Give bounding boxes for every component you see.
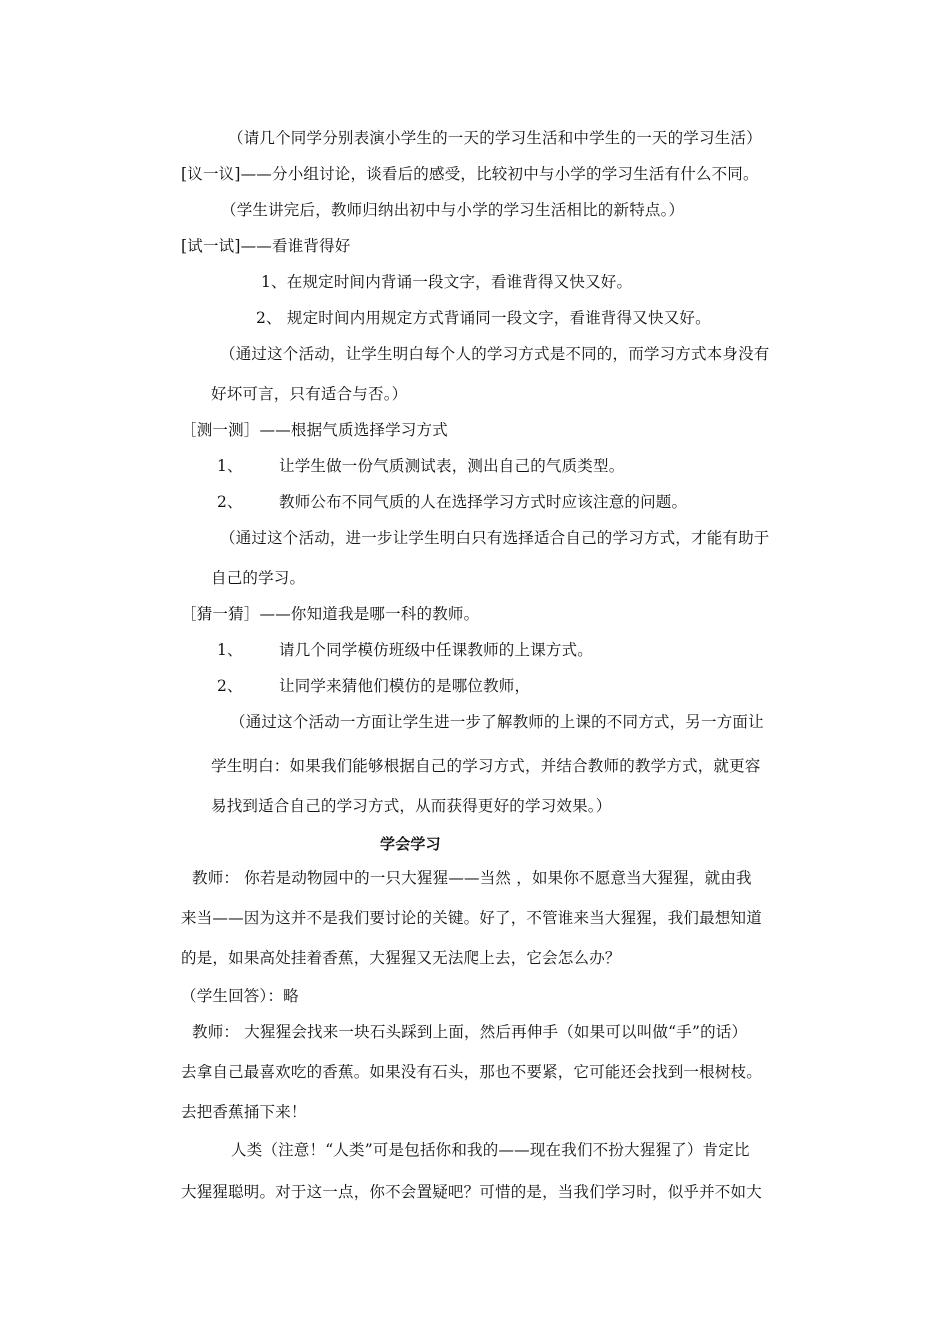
paragraph-line: 学生明白：如果我们能够根据自己的学习方式，并结合教师的教学方式，就更容: [211, 757, 761, 775]
paragraph-line: 大猩猩聪明。对于这一点，你不会置疑吧？可惜的是，当我们学习时，似乎并不如大: [181, 1183, 762, 1201]
paragraph-line: （通过这个活动，让学生明白每个人的学习方式是不同的，而学习方式本身没有: [220, 345, 770, 363]
section-title: 学会学习: [380, 835, 441, 853]
paragraph-line: 教师： 大猩猩会找来一块石头踩到上面，然后再伸手（如果可以叫做“手”的话）: [192, 1023, 748, 1041]
paragraph-line: （学生讲完后，教师归纳出初中与小学的学习生活相比的新特点。）: [221, 201, 685, 219]
list-number: 1、: [217, 641, 243, 659]
list-item-text: 请几个同学模仿班级中任课教师的上课方式。: [279, 641, 594, 659]
paragraph-line: （请几个同学分别表演小学生的一天的学习生活和中学生的一天的学习生活）: [228, 129, 762, 147]
list-item: [217, 676, 530, 696]
paragraph-line: 人类（注意！“人类”可是包括你和我的——现在我们不扮大猩猩了）肯定比: [231, 1141, 750, 1159]
list-item: [217, 456, 624, 476]
paragraph-line: 去把香蕉捅下来！: [181, 1103, 307, 1121]
paragraph-line: 去拿自己最喜欢吃的香蕉。如果没有石头，那也不要紧，它可能还会找到一根树枝。: [181, 1063, 762, 1081]
paragraph-line: 易找到适合自己的学习方式，从而获得更好的学习效果。）: [211, 797, 612, 815]
list-item-text: 让学生做一份气质测试表，测出自己的气质类型。: [279, 457, 625, 475]
list-number: 2、: [217, 493, 243, 511]
paragraph-line: 自己的学习。: [211, 569, 306, 587]
section-heading-guess: ［猜一猜］——你知道我是哪一科的教师。: [181, 605, 480, 623]
list-item: 1、在规定时间内背诵一段文字，看谁背得又快又好。: [261, 273, 633, 291]
section-heading-try: [试一试]——看谁背得好: [181, 237, 351, 255]
section-heading-discuss: [议一议]——分小组讨论，谈看后的感受，比较初中与小学的学习生活有什么不同。: [181, 165, 759, 183]
paragraph-line: 的是，如果高处挂着香蕉，大猩猩又无法爬上去，它会怎么办？: [181, 949, 621, 967]
paragraph-line: 来当——因为这并不是我们要讨论的关键。好了，不管谁来当大猩猩，我们最想知道: [181, 909, 762, 927]
paragraph-line: 好坏可言，只有适合与否。）: [211, 385, 408, 403]
paragraph-line: （通过这个活动一方面让学生进一步了解教师的上课的不同方式，另一方面让: [230, 713, 764, 731]
list-item: 2、 规定时间内用规定方式背诵同一段文字，看谁背得又快又好。: [256, 309, 711, 327]
paragraph-line: （学生回答）：略: [181, 987, 299, 1005]
list-number: 2、: [217, 677, 243, 695]
list-number: 1、: [217, 457, 243, 475]
list-item-text: 让同学来猜他们模仿的是哪位教师，: [279, 677, 531, 695]
list-item-text: 教师公布不同气质的人在选择学习方式时应该注意的问题。: [279, 493, 688, 511]
list-item: [217, 640, 593, 660]
paragraph-line: 教师： 你若是动物园中的一只大猩猩——当然 ，如果你不愿意当大猩猩，就由我: [192, 869, 752, 887]
section-heading-test: ［测一测］——根据气质选择学习方式: [181, 421, 448, 439]
list-item: [217, 492, 687, 512]
paragraph-line: （通过这个活动，进一步让学生明白只有选择适合自己的学习方式，才能有助于: [220, 529, 770, 547]
